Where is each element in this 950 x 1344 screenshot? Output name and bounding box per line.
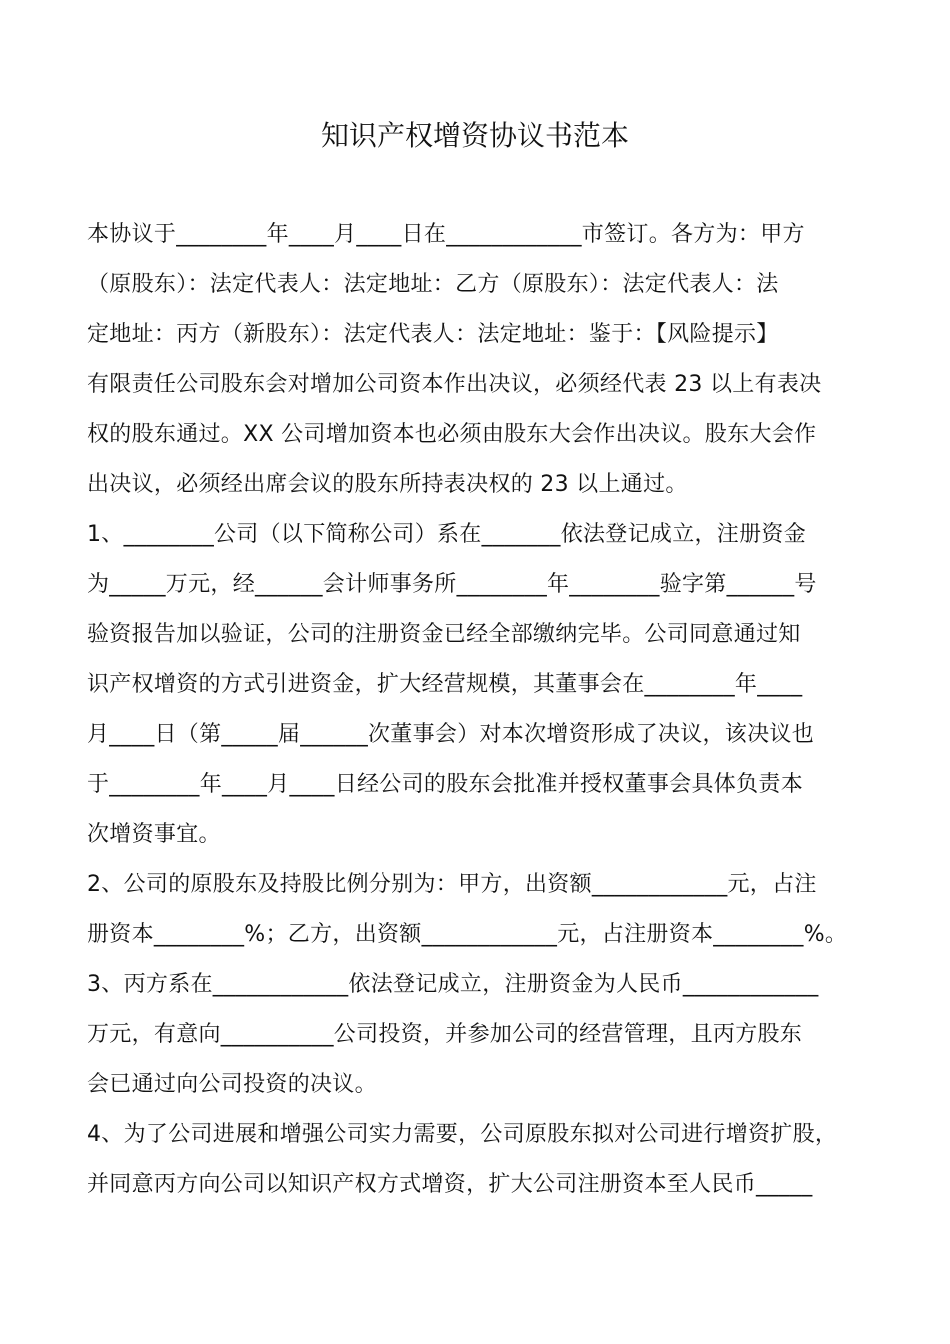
body-line-4: 有限责任公司股东会对增加公司资本作出决议，必须经代表 23 以上有表决 <box>87 372 822 397</box>
body-line-11: 月____日（第_____届______次董事会）对本次增资形成了决议，该决议也 <box>87 722 815 747</box>
body-line-7: 1、________公司（以下简称公司）系在_______依法登记成立，注册资金 <box>87 522 806 547</box>
body-line-9: 验资报告加以验证，公司的注册资金已经全部缴纳完毕。公司同意通过知 <box>87 622 801 647</box>
body-line-1: 本协议于________年____月____日在____________市签订。各方为：甲方 <box>87 222 805 247</box>
body-line-14: 2、公司的原股东及持股比例分别为：甲方，出资额____________元，占注 <box>87 872 817 897</box>
body-line-6: 出决议，必须经出席会议的股东所持表决权的 23 以上通过。 <box>87 472 688 497</box>
body-line-3: 定地址：丙方（新股东）：法定代表人：法定地址：鉴于：【风险提示】 <box>87 322 779 347</box>
body-line-19: 4、为了公司进展和增强公司实力需要，公司原股东拟对公司进行增资扩股， <box>87 1122 838 1147</box>
body-line-10: 识产权增资的方式引进资金，扩大经营规模，其董事会在________年____ <box>87 672 803 697</box>
body-line-18: 会已通过向公司投资的决议。 <box>87 1072 377 1097</box>
body-line-2: （原股东）：法定代表人：法定地址：乙方（原股东）：法定代表人：法 <box>87 272 779 297</box>
body-line-20: 并同意丙方向公司以知识产权方式增资，扩大公司注册资本至人民币_____ <box>87 1172 813 1197</box>
body-line-8: 为_____万元，经______会计师事务所________年________验字第______号 <box>87 572 817 597</box>
document-title: 知识产权增资协议书范本 <box>320 119 629 152</box>
body-line-15: 册资本________%；乙方，出资额____________元，占注册资本________%。 <box>87 922 848 947</box>
body-line-17: 万元，有意向__________公司投资，并参加公司的经营管理，且丙方股东 <box>87 1022 803 1047</box>
body-line-12: 于________年____月____日经公司的股东会批准并授权董事会具体负责本 <box>87 772 804 797</box>
body-line-16: 3、丙方系在____________依法登记成立，注册资金为人民币____________ <box>87 972 819 997</box>
body-line-13: 次增资事宜。 <box>87 822 221 847</box>
body-line-5: 权的股东通过。XX 公司增加资本也必须由股东大会作出决议。股东大会作 <box>87 422 817 447</box>
